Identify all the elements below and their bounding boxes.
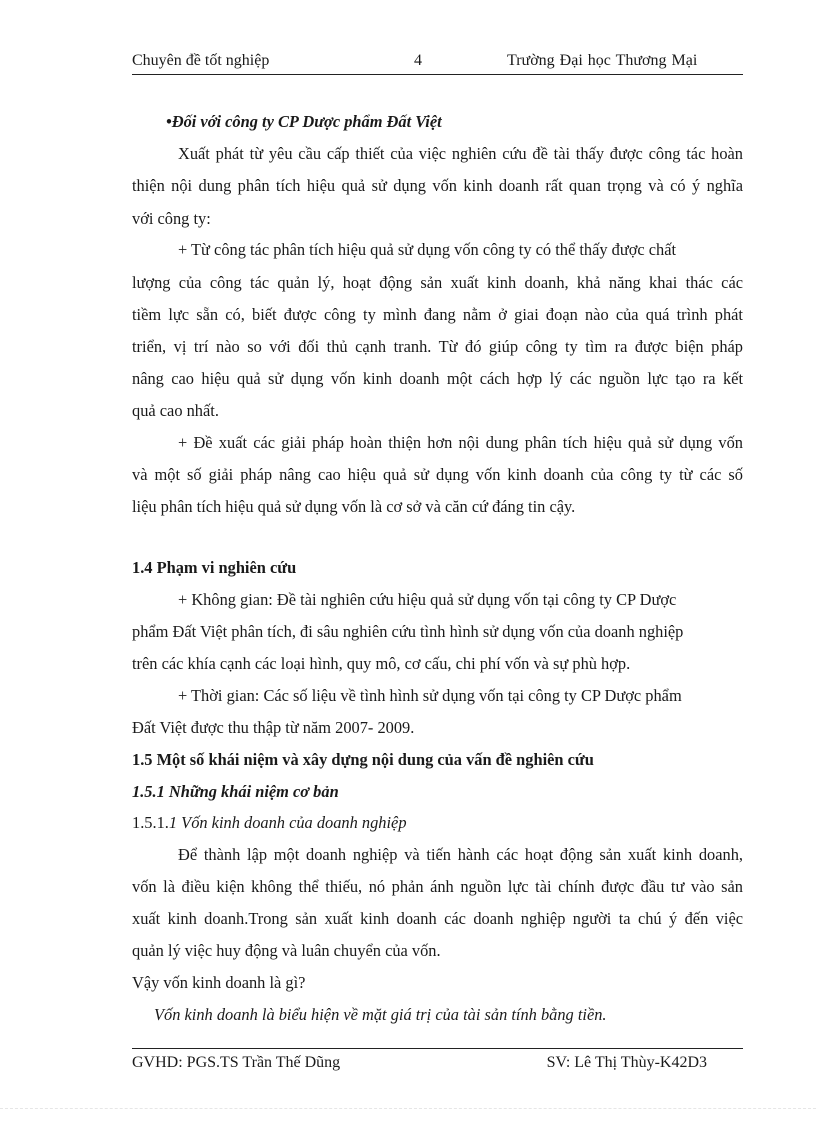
paragraph-line: Để thành lập một doanh nghiệp và tiến hành các hoạt động sản xuất kinh doanh, [178,845,743,864]
subsubsection-heading-1-5-1-1 [132,813,407,833]
paragraph-line: + Từ công tác phân tích hiệu quả sử dụng vốn công ty có thể thấy được chất [178,240,677,259]
page-bottom-edge [0,1108,816,1109]
heading-title: 1 Vốn kinh doanh của doanh nghiệp [168,813,407,832]
paragraph-line: triển, vị trí nào so với đối thủ cạnh tranh. Từ đó giúp công ty tìm ra được biện pháp [132,337,743,356]
definition-line: Vốn kinh doanh là biểu hiện về mặt giá trị của tài sản tính bằng tiền. [154,1005,607,1024]
paragraph-line: vốn là điều kiện không thể thiếu, nó phản ánh nguồn lực tài chính được đầu tư vào sản [132,877,743,896]
paragraph-line: liệu phân tích hiệu quả sử dụng vốn là cơ sở và căn cứ đáng tin cậy. [132,497,576,516]
paragraph-line: quả cao nhất. [132,401,219,420]
paragraph-line: Đất Việt được thu thập từ năm 2007- 2009. [132,718,415,737]
paragraph-line: nâng cao hiệu quả sử dụng vốn kinh doanh một cách hợp lý các nguồn lực tạo ra kết [132,369,743,388]
bullet-title: •Đối với công ty CP Dược phẩm Đất Việt [166,112,442,131]
paragraph-line: trên các khía cạnh các loại hình, quy mô, cơ cấu, chi phí vốn và sự phù hợp. [132,654,631,673]
paragraph-line: + Đề xuất các giải pháp hoàn thiện hơn nội dung phân tích hiệu quả sử dụng vốn [178,433,743,452]
paragraph-line: + Không gian: Đề tài nghiên cứu hiệu quả sử dụng vốn tại công ty CP Dược [178,590,677,609]
section-heading-1-4: 1.4 Phạm vi nghiên cứu [132,558,297,577]
question-line: Vậy vốn kinh doanh là gì? [132,973,306,992]
footer-student: SV: Lê Thị Thùy-K42D3 [546,1054,707,1071]
paragraph-line: quản lý việc huy động và luân chuyển của vốn. [132,941,441,960]
footer-supervisor: GVHD: PGS.TS Trần Thế Dũng [132,1054,341,1071]
paragraph-line: và một số giải pháp nâng cao hiệu quả sử dụng vốn kinh doanh của công ty từ các số [132,465,743,484]
header-document-type: Chuyên đề tốt nghiệp [132,52,270,69]
paragraph-line: xuất kinh doanh.Trong sản xuất kinh doanh các doanh nghiệp người ta chú ý đến việc [132,909,743,928]
section-heading-1-5: 1.5 Một số khái niệm và xây dựng nội dung của vấn đề nghiên cứu [132,750,594,769]
paragraph-line: lượng của công tác quản lý, hoạt động sản xuất kinh doanh, khả năng khai thác các [132,273,743,292]
header-university: Trường Đại học Thương Mại [507,52,698,69]
page-footer [132,1048,743,1073]
paragraph-line: phẩm Đất Việt phân tích, đi sâu nghiên cứu tình hình sử dụng vốn của doanh nghiệp [132,622,684,641]
heading-number: 1.5.1. [132,813,169,832]
page-header [132,52,743,75]
subsection-heading-1-5-1: 1.5.1 Những khái niệm cơ bản [132,782,339,801]
paragraph-line: với công ty: [132,209,211,228]
paragraph-line: Xuất phát từ yêu cầu cấp thiết của việc nghiên cứu đề tài thấy được công tác hoàn [178,144,743,163]
paragraph-line: + Thời gian: Các số liệu về tình hình sử dụng vốn tại công ty CP Dược phẩm [178,686,682,705]
page-number: 4 [414,52,422,69]
paragraph-line: thiện nội dung phân tích hiệu quả sử dụng vốn kinh doanh rất quan trọng và có ý nghĩa [132,176,743,195]
paragraph-line: tiềm lực sẵn có, biết được công ty mình đang nằm ở giai đoạn nào của quá trình phát [132,305,743,324]
